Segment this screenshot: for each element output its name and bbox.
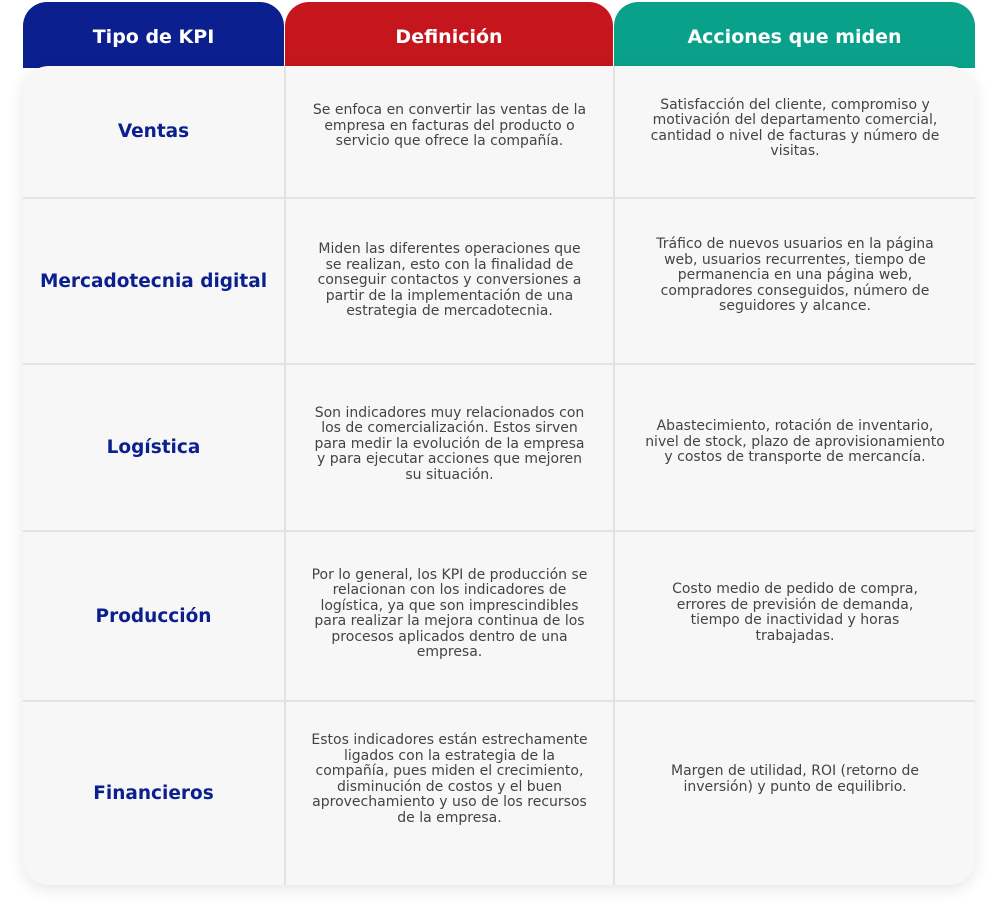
actions-financieros: Margen de utilidad, ROI (retorno de inversión) y punto de equilibrio.	[670, 763, 920, 795]
actions-ventas: Satisfacción del cliente, compromiso y motivación del departamento comercial, cantidad o nivel de facturas y número de visitas.	[650, 96, 940, 159]
actions-mercadotecnia: Tráfico de nuevos usuarios en la página web, usuarios recurrentes, tiempo de permanencia en una página web, compradores conseguidos, número de seguidores y alcance.	[656, 236, 934, 315]
header-tipo-kpi-label: Tipo de KPI	[92, 26, 215, 48]
definition-produccion: Por lo general, los KPI de producción se relacionan con los indicadores de logística, ya que son imprescindibles para realizar la mejora continua de los procesos aplicados dentro de una empresa.	[311, 566, 588, 660]
kpi-type-mercadotecnia: Mercadotecnia digital	[39, 270, 268, 292]
header-tipo-kpi	[23, 2, 284, 68]
actions-produccion: Costo medio de pedido de compra, errores de previsión de demanda, tiempo de inactividad y horas trabajadas.	[672, 581, 918, 644]
header-definicion-label: Definición	[395, 26, 503, 48]
actions-logistica: Abastecimiento, rotación de inventario, nivel de stock, plazo de aprovisionamiento y costos de transporte de mercancía.	[645, 418, 945, 466]
header-acciones-label: Acciones que miden	[687, 26, 902, 48]
kpi-table	[23, 66, 975, 885]
definition-mercadotecnia: Miden las diferentes operaciones que se realizan, esto con la finalidad de conseguir contactos y conversiones a partir de la implementación de una estrategia de mercadotecnia.	[317, 241, 582, 320]
kpi-type-logistica: Logística	[106, 437, 201, 458]
definition-logistica: Son indicadores muy relacionados con los de comercialización. Estos sirven para medir la evolución de la empresa y para ejecutar acciones que mejoren su situación.	[314, 404, 585, 483]
kpi-type-ventas: Ventas	[117, 121, 190, 142]
definition-ventas: Se enfoca en convertir las ventas de la empresa en facturas del producto o servicio que ofrece la compañía.	[312, 102, 587, 150]
definition-financieros: Estos indicadores están estrechamente ligados con la estrategia de la compañía, pues miden el crecimiento, disminución de costos y el buen aprovechamiento y uso de los recursos de la empresa.	[311, 732, 588, 826]
header-definicion	[285, 2, 613, 68]
header-acciones	[614, 2, 975, 68]
kpi-type-produccion: Producción	[95, 605, 212, 627]
kpi-type-financieros: Financieros	[93, 783, 214, 804]
